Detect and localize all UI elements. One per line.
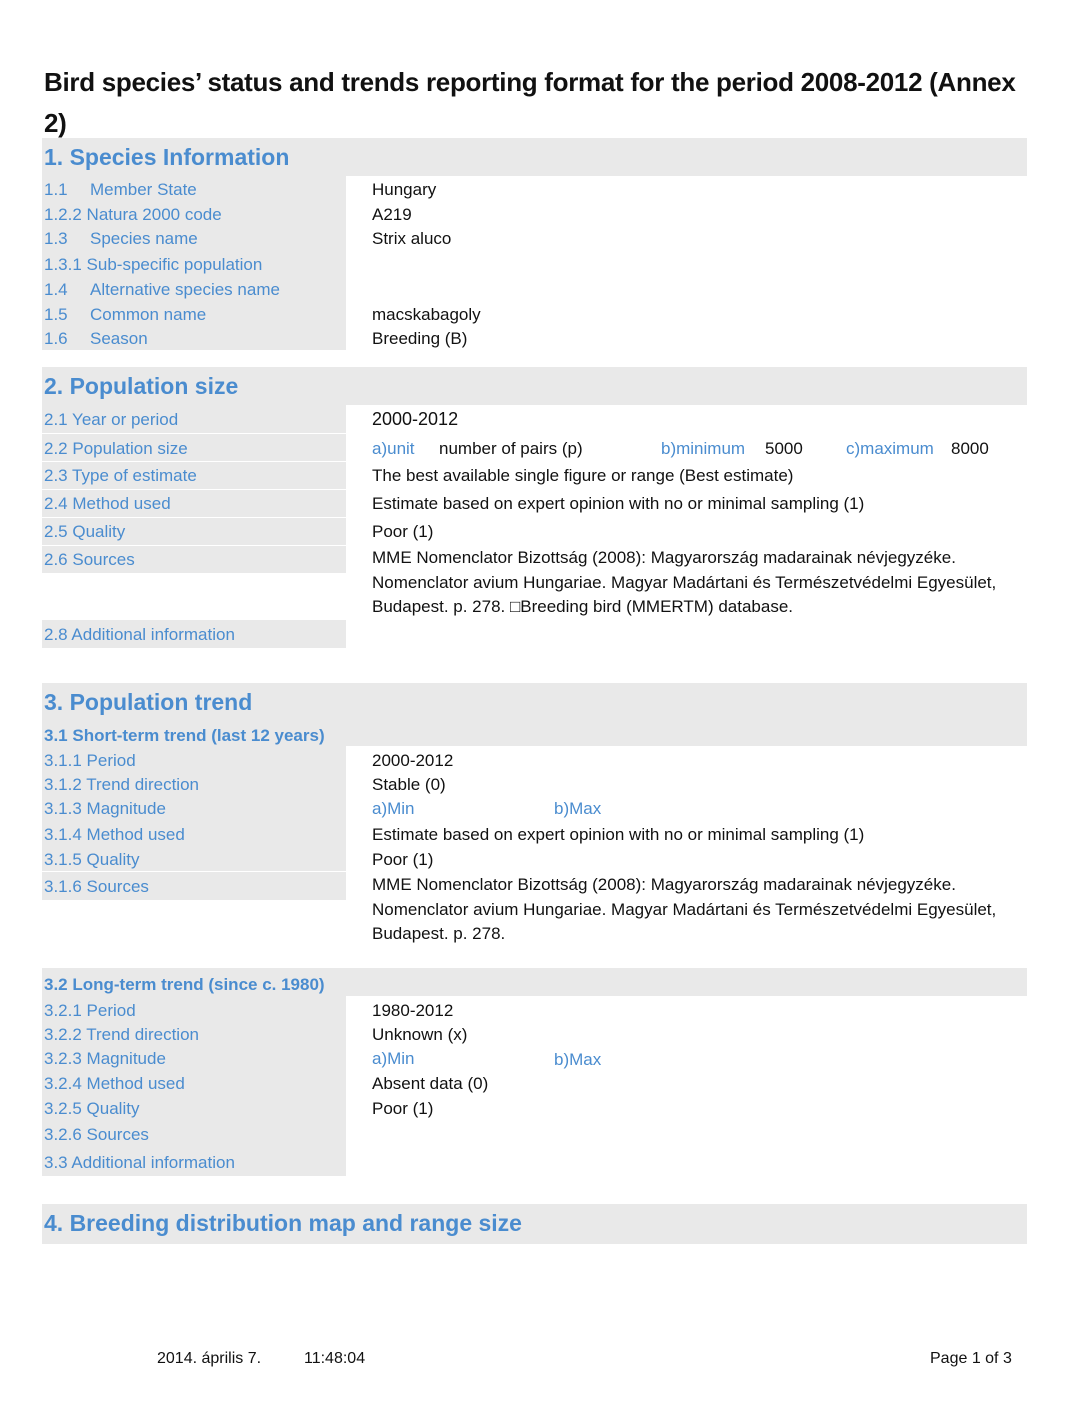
long-term-trend-heading: 3.2 Long-term trend (since c. 1980) (44, 975, 325, 994)
minimum-value: 5000 (765, 439, 803, 458)
field-label-quality: 2.5 Quality (44, 522, 126, 541)
field-label-year-period: 2.1 Year or period (44, 410, 179, 429)
section-1-heading: 1. Species Information (44, 144, 290, 170)
field-value-quality: Poor (1) (372, 522, 434, 541)
field-label-sub-specific-population: 1.3.1 Sub-specific population (44, 255, 263, 274)
field-value-short-period: 2000-2012 (372, 751, 454, 770)
document-title: Bird species’ status and trends reporting format for the period 2008-2012 (Annex 2) (44, 67, 1016, 138)
field-label-short-method-used: 3.1.4 Method used (44, 825, 185, 844)
field-value-long-method-used: Absent data (0) (372, 1074, 489, 1093)
field-value-member-state: Hungary (372, 180, 437, 199)
field-label-member-state: 1.1 Member State (44, 180, 197, 199)
field-value-short-trend-direction: Stable (0) (372, 775, 446, 794)
field-value-long-period: 1980-2012 (372, 1001, 454, 1020)
unit-label: a)unit (372, 439, 415, 458)
field-label-long-magnitude: 3.2.3 Magnitude (44, 1049, 166, 1068)
field-label-season: 1.6 Season (44, 329, 148, 348)
section-3-heading: 3. Population trend (44, 689, 253, 715)
field-value-method-used: Estimate based on expert opinion with no or minimal sampling (1) (372, 494, 865, 513)
field-label-common-name: 1.5 Common name (44, 305, 207, 324)
field-value-short-quality: Poor (1) (372, 850, 434, 869)
field-label-trend-additional-information: 3.3 Additional information (44, 1153, 235, 1172)
field-label-short-sources: 3.1.6 Sources (44, 877, 149, 896)
long-magnitude-max-label: b)Max (554, 1050, 602, 1069)
field-label-population-size: 2.2 Population size (44, 439, 188, 458)
field-label-species-name: 1.3 Species name (44, 229, 198, 248)
field-label-additional-information: 2.8 Additional information (44, 625, 235, 644)
field-value-long-quality: Poor (1) (372, 1099, 434, 1118)
field-label-sources: 2.6 Sources (44, 550, 135, 569)
field-label-natura-code: 1.2.2 Natura 2000 code (44, 205, 222, 224)
footer-date: 2014. április 7. (157, 1350, 262, 1367)
field-label-long-trend-direction: 3.2.2 Trend direction (44, 1025, 199, 1044)
field-label-long-method-used: 3.2.4 Method used (44, 1074, 185, 1093)
short-magnitude-min-label: a)Min (372, 799, 415, 818)
field-label-short-quality: 3.1.5 Quality (44, 850, 140, 869)
section-4-heading: 4. Breeding distribution map and range size (44, 1210, 522, 1236)
field-value-common-name: macskabagoly (372, 305, 481, 324)
field-label-long-period: 3.2.1 Period (44, 1001, 136, 1020)
field-value-short-method-used: Estimate based on expert opinion with no or minimal sampling (1) (372, 825, 865, 844)
unit-value: number of pairs (p) (439, 439, 583, 458)
footer-page-number: Page 1 of 3 (930, 1350, 1012, 1367)
footer-time: 11:48:04 (304, 1350, 366, 1367)
field-label-method-used: 2.4 Method used (44, 494, 171, 513)
field-value-sources: MME Nomenclator Bizottság (2008): Magyarország madarainak névjegyzéke. Nomenclator avium Hungariae. Magyar Madártani és Természetvédelmi Egyesület, Budapest. p. 278. □Breeding bird (MMERTM) database. (372, 548, 997, 616)
field-value-natura-code: A219 (372, 205, 412, 224)
field-value-season: Breeding (B) (372, 329, 468, 348)
field-value-long-trend-direction: Unknown (x) (372, 1025, 468, 1044)
maximum-value: 8000 (951, 439, 989, 458)
maximum-label: c)maximum (846, 439, 934, 458)
field-label-long-quality: 3.2.5 Quality (44, 1099, 140, 1118)
field-label-short-period: 3.1.1 Period (44, 751, 136, 770)
minimum-label: b)minimum (661, 439, 746, 458)
long-magnitude-min-label: a)Min (372, 1049, 415, 1068)
field-value-short-sources: MME Nomenclator Bizottság (2008): Magyarország madarainak névjegyzéke. Nomenclator avium Hungariae. Magyar Madártani és Természetvédelmi Egyesület, Budapest. p. 278. (372, 875, 997, 943)
field-value-year-period: 2000-2012 (372, 409, 459, 429)
field-label-alternative-name: 1.4 Alternative species name (44, 280, 280, 299)
field-value-species-name: Strix aluco (372, 229, 452, 248)
field-label-long-sources: 3.2.6 Sources (44, 1125, 149, 1144)
field-label-short-magnitude: 3.1.3 Magnitude (44, 799, 166, 818)
field-label-short-trend-direction: 3.1.2 Trend direction (44, 775, 199, 794)
field-label-type-of-estimate: 2.3 Type of estimate (44, 466, 197, 485)
section-2-heading: 2. Population size (44, 373, 239, 399)
short-term-trend-heading: 3.1 Short-term trend (last 12 years) (44, 726, 325, 745)
field-value-type-of-estimate: The best available single figure or range (Best estimate) (372, 466, 794, 485)
short-magnitude-max-label: b)Max (554, 799, 602, 818)
